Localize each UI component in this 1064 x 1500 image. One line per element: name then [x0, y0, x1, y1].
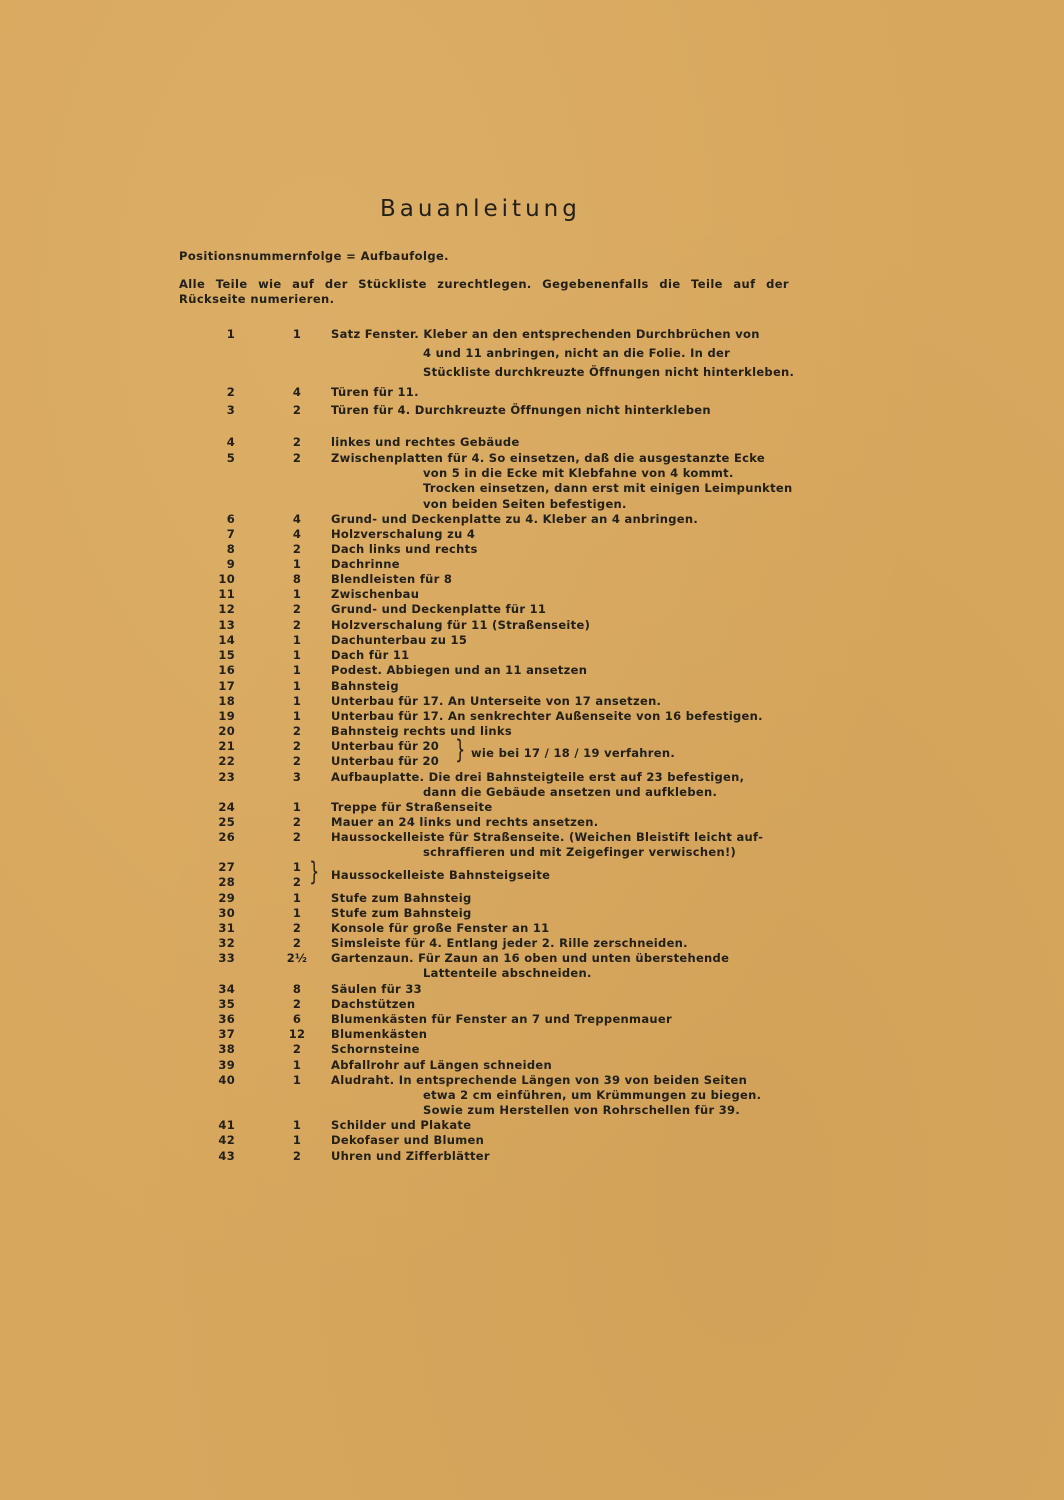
description: Stufe zum Bahnsteig [331, 906, 472, 920]
quantity: 1 [292, 694, 302, 708]
quantity: 2 [292, 1149, 302, 1163]
description-continuation: Lattenteile abschneiden. [423, 966, 592, 981]
description: Säulen für 33 [331, 982, 422, 996]
quantity: 2 [292, 921, 302, 935]
brace-note-rows-27-28: Haussockelleiste Bahnsteigseite [331, 868, 551, 882]
position-number: 34 [218, 982, 235, 996]
description-continuation: von 5 in die Ecke mit Klebfahne von 4 kommt. [423, 466, 734, 481]
quantity: 2 [292, 602, 302, 616]
position-number: 40 [218, 1073, 235, 1087]
position-number: 5 [226, 451, 235, 465]
quantity: 2 [292, 618, 302, 632]
description: Dachunterbau zu 15 [331, 633, 468, 647]
position-number: 3 [226, 403, 235, 417]
position-number: 32 [218, 936, 235, 950]
description: Dach für 11 [331, 648, 410, 662]
quantity: 1 [292, 327, 302, 341]
quantity: 2 [292, 997, 302, 1011]
description: Grund- und Deckenplatte zu 4. Kleber an 4 anbringen. [331, 512, 699, 526]
quantity: 2 [292, 875, 302, 889]
position-number: 19 [218, 709, 235, 723]
description-continuation: dann die Gebäude ansetzen und aufkleben. [423, 785, 718, 800]
position-number: 41 [218, 1118, 235, 1132]
position-number: 17 [218, 679, 235, 693]
quantity: 6 [292, 1012, 302, 1026]
description: Bahnsteig rechts und links [331, 724, 513, 738]
position-number: 24 [218, 800, 235, 814]
quantity: 12 [288, 1027, 306, 1041]
position-number: 20 [218, 724, 235, 738]
quantity: 1 [292, 1118, 302, 1132]
position-number: 23 [218, 770, 235, 784]
quantity: 1 [292, 891, 302, 905]
description: Aufbauplatte. Die drei Bahnsteigteile erst auf 23 befestigen, [331, 770, 745, 784]
brace-rows-21-22: } [455, 735, 466, 765]
quantity: 1 [292, 633, 302, 647]
position-number: 30 [218, 906, 235, 920]
position-number: 39 [218, 1058, 235, 1072]
description: Grund- und Deckenplatte für 11 [331, 602, 547, 616]
quantity: 2 [292, 754, 302, 768]
description-continuation: etwa 2 cm einführen, um Krümmungen zu biegen. [423, 1088, 762, 1103]
description: Holzverschalung für 11 (Straßenseite) [331, 618, 591, 632]
position-number: 6 [226, 512, 235, 526]
quantity: 2 [292, 451, 302, 465]
quantity: 2 [292, 936, 302, 950]
description: Stufe zum Bahnsteig [331, 891, 472, 905]
quantity: 2 [292, 724, 302, 738]
quantity: 4 [292, 385, 302, 399]
position-number: 29 [218, 891, 235, 905]
description: Bahnsteig [331, 679, 399, 693]
quantity: 2 [292, 435, 302, 449]
quantity: 2 [292, 815, 302, 829]
quantity: 2 [292, 403, 302, 417]
description: Gartenzaun. Für Zaun an 16 oben und unten überstehende [331, 951, 730, 965]
description: Dachrinne [331, 557, 400, 571]
quantity: 1 [292, 663, 302, 677]
position-number: 43 [218, 1149, 235, 1163]
position-number: 35 [218, 997, 235, 1011]
quantity: 1 [292, 557, 302, 571]
description-continuation: Sowie zum Herstellen von Rohrschellen für 39. [423, 1103, 740, 1118]
position-number: 27 [218, 860, 235, 874]
description-continuation: Trocken einsetzen, dann erst mit einigen Leimpunkten [423, 481, 793, 496]
position-number: 18 [218, 694, 235, 708]
description: Aludraht. In entsprechende Längen von 39 von beiden Seiten [331, 1073, 748, 1087]
position-number: 25 [218, 815, 235, 829]
quantity: 2 [292, 830, 302, 844]
position-number: 26 [218, 830, 235, 844]
description: Satz Fenster. Kleber an den entsprechenden Durchbrüchen von [331, 327, 760, 341]
description: Schilder und Plakate [331, 1118, 472, 1132]
quantity: 8 [292, 572, 302, 586]
description: Zwischenbau [331, 587, 420, 601]
quantity: 1 [292, 679, 302, 693]
quantity: 1 [292, 587, 302, 601]
description: Türen für 11. [331, 385, 419, 399]
quantity: 1 [292, 860, 302, 874]
brace-rows-27-28: } [309, 857, 320, 887]
description: Abfallrohr auf Längen schneiden [331, 1058, 552, 1072]
quantity: 2 [292, 542, 302, 556]
description: Unterbau für 17. An senkrechter Außenseite von 16 befestigen. [331, 709, 763, 723]
quantity: 3 [292, 770, 302, 784]
description-continuation: 4 und 11 anbringen, nicht an die Folie. In der [423, 346, 731, 360]
position-number: 15 [218, 648, 235, 662]
intro-line-1: Positionsnummernfolge = Aufbaufolge. [179, 249, 449, 263]
quantity: 4 [292, 527, 302, 541]
description: Mauer an 24 links und rechts ansetzen. [331, 815, 599, 829]
position-number: 10 [218, 572, 235, 586]
position-number: 13 [218, 618, 235, 632]
page-title: Bauanleitung [380, 196, 581, 222]
position-number: 2 [226, 385, 235, 399]
description: linkes und rechtes Gebäude [331, 435, 520, 449]
description: Unterbau für 20 [331, 739, 440, 753]
quantity: 1 [292, 648, 302, 662]
position-number: 11 [218, 587, 235, 601]
quantity: 1 [292, 1058, 302, 1072]
description: Dekofaser und Blumen [331, 1133, 485, 1147]
description: Schornsteine [331, 1042, 420, 1056]
position-number: 37 [218, 1027, 235, 1041]
position-number: 42 [218, 1133, 235, 1147]
position-number: 22 [218, 754, 235, 768]
quantity: 4 [292, 512, 302, 526]
description: Türen für 4. Durchkreuzte Öffnungen nicht hinterkleben [331, 403, 711, 417]
position-number: 31 [218, 921, 235, 935]
description: Blumenkästen für Fenster an 7 und Treppenmauer [331, 1012, 672, 1026]
description-continuation: Stückliste durchkreuzte Öffnungen nicht hinterkleben. [423, 365, 795, 379]
description: Konsole für große Fenster an 11 [331, 921, 550, 935]
description: Podest. Abbiegen und an 11 ansetzen [331, 663, 588, 677]
description: Holzverschalung zu 4 [331, 527, 476, 541]
position-number: 33 [218, 951, 235, 965]
quantity: 2 [292, 1042, 302, 1056]
intro-line-2: Alle Teile wie auf der Stückliste zurechtlegen. Gegebenenfalls die Teile auf der Rückseite numerieren. [179, 277, 789, 306]
position-number: 1 [226, 327, 235, 341]
quantity: 2 [292, 739, 302, 753]
quantity: 1 [292, 800, 302, 814]
position-number: 12 [218, 602, 235, 616]
position-number: 21 [218, 739, 235, 753]
position-number: 8 [226, 542, 235, 556]
position-number: 16 [218, 663, 235, 677]
description-continuation: von beiden Seiten befestigen. [423, 496, 627, 511]
quantity: 8 [292, 982, 302, 996]
description: Blumenkästen [331, 1027, 428, 1041]
position-number: 7 [226, 527, 235, 541]
description: Unterbau für 17. An Unterseite von 17 ansetzen. [331, 694, 662, 708]
description: Treppe für Straßenseite [331, 800, 493, 814]
brace-note-rows-21-22: wie bei 17 / 18 / 19 verfahren. [471, 746, 676, 760]
quantity: 1 [292, 709, 302, 723]
position-number: 36 [218, 1012, 235, 1026]
description: Blendleisten für 8 [331, 572, 453, 586]
quantity: 2½ [286, 951, 308, 965]
position-number: 4 [226, 435, 235, 449]
position-number: 9 [226, 557, 235, 571]
description: Uhren und Zifferblätter [331, 1149, 490, 1163]
description: Zwischenplatten für 4. So einsetzen, daß die ausgestanzte Ecke [331, 451, 765, 465]
description: Haussockelleiste für Straßenseite. (Weichen Bleistift leicht auf- [331, 830, 764, 844]
description-continuation: schraffieren und mit Zeigefinger verwischen!) [423, 845, 737, 860]
description: Simsleiste für 4. Entlang jeder 2. Rille zerschneiden. [331, 936, 688, 950]
quantity: 1 [292, 1133, 302, 1147]
description: Dachstützen [331, 997, 416, 1011]
position-number: 14 [218, 633, 235, 647]
quantity: 1 [292, 1073, 302, 1087]
quantity: 1 [292, 906, 302, 920]
position-number: 28 [218, 875, 235, 889]
description: Dach links und rechts [331, 542, 478, 556]
position-number: 38 [218, 1042, 235, 1056]
description: Unterbau für 20 [331, 754, 440, 768]
